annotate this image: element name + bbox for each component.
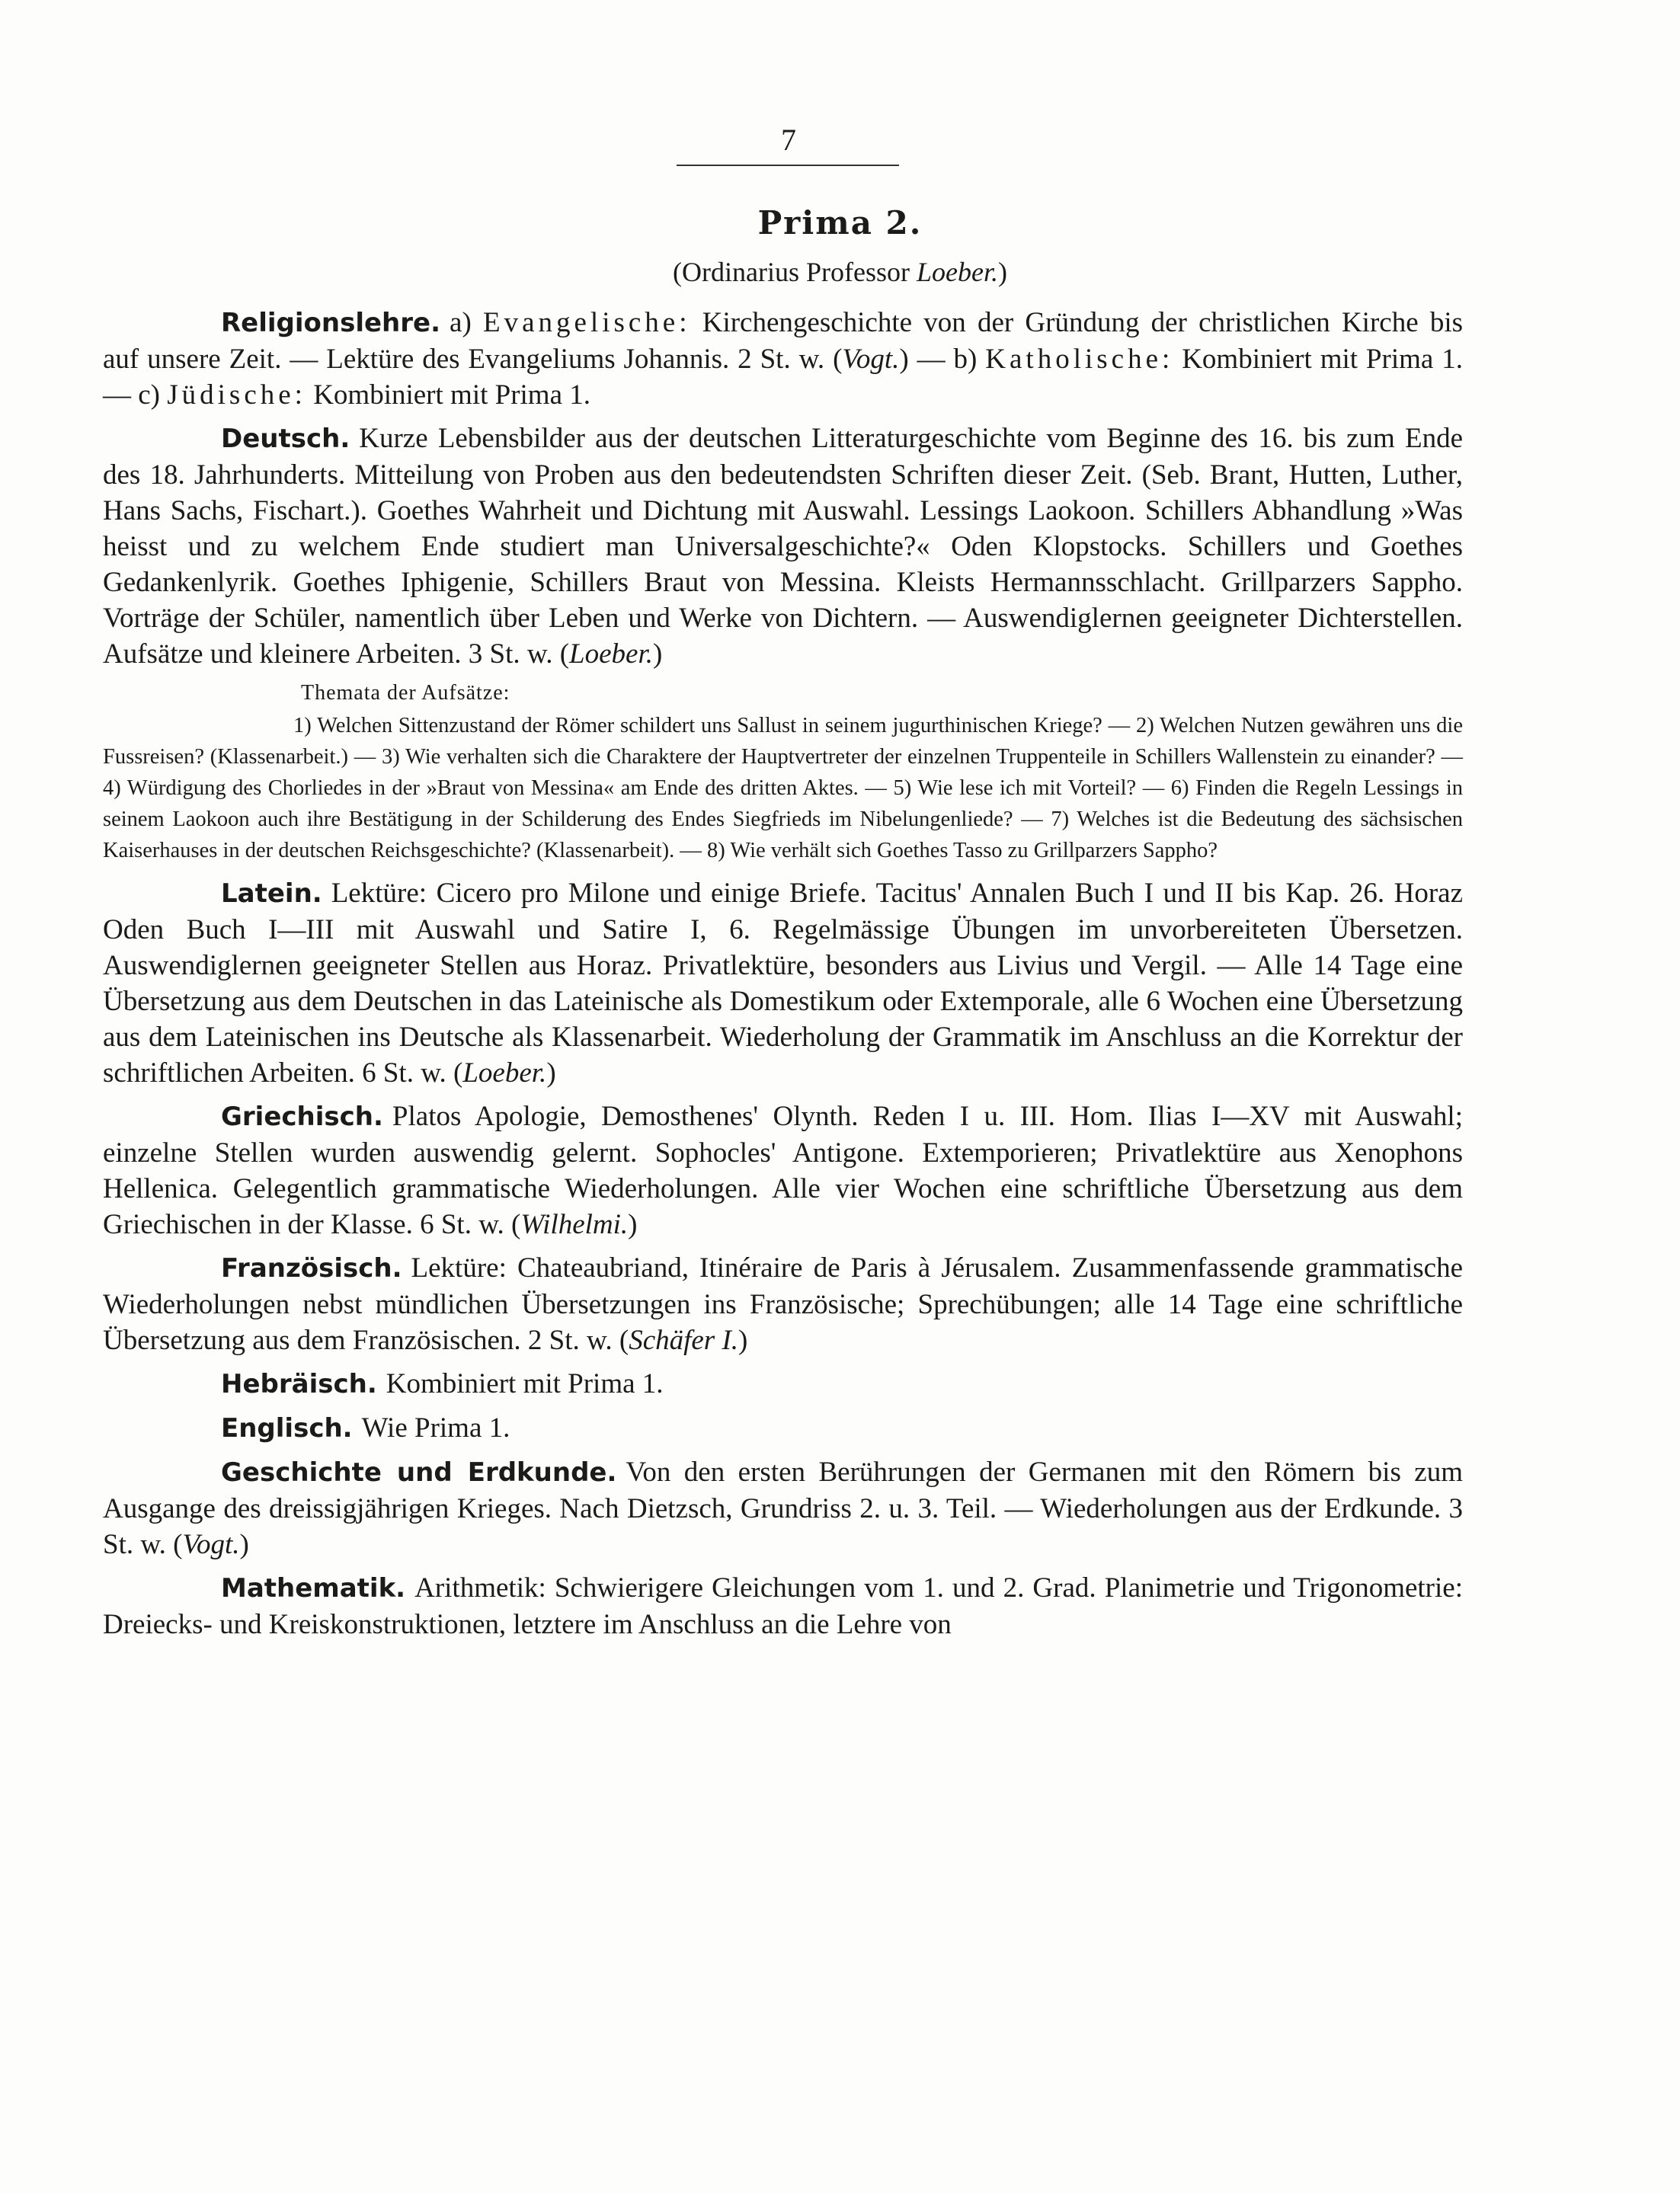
- section-mathematik: [103, 1570, 1463, 1642]
- section-griechisch: [103, 1099, 1463, 1243]
- latein-teacher: Loeber.: [462, 1057, 547, 1089]
- griechisch-text-1: Platos Apologie, Demosthenes' Olynth. Reden I u. III. Hom. Ilias I—XV mit Auswahl; einzelne Stellen wurden auswendig gelernt. Sophocles' Antigone. Extemporieren; Privatlektüre aus Xenophons Hellenica. Gelegentlich grammatische Wiederholungen. Alle vier Wochen eine schriftliche Übersetzung aus dem Griechischen in der Klasse. 6 St. w. (: [103, 1101, 1463, 1240]
- content-body: [103, 305, 1463, 1650]
- heading-latein: Latein.: [221, 878, 322, 909]
- geschichte-text-2: ): [239, 1529, 249, 1560]
- griechisch-text-2: ): [628, 1209, 638, 1240]
- section-geschichte: [103, 1454, 1463, 1562]
- deutsch-text-1: Kurze Lebensbilder aus der deutschen Litteraturgeschichte vom Beginne des 16. bis zum Ende des 18. Jahrhunderts. Mitteilung von Proben aus den bedeutendsten Schriften dieser Zeit. (Seb. Brant, Hutten, Luther, Hans Sachs, Fischart.). Goethes Wahrheit und Dichtung mit Auswahl. Lessings Laokoon. Schillers Abhandlung »Was heisst und zu welchem Ende studiert man Universalgeschichte?« Oden Klopstocks. Schillers und Goethes Gedankenlyrik. Goethes Iphigenie, Schillers Braut von Messina. Kleists Hermannsschlacht. Grillparzers Sappho. Vorträge der Schüler, namentlich über Leben und Werke von Dichtern. — Auswendiglernen geeigneter Dichterstellen. Aufsätze und kleinere Arbeiten. 3 St. w. (: [103, 423, 1463, 670]
- religion-juedisch: Jüdische:: [167, 379, 306, 411]
- heading-griechisch: Griechisch.: [221, 1102, 383, 1132]
- religion-text-5: Kombiniert mit Prima 1.: [306, 379, 591, 411]
- mathematik-text: Arithmetik: Schwierigere Gleichungen vom 1. und 2. Grad. Planimetrie und Trigonometrie: Dreiecks- und Kreiskonstruktionen, letztere im Anschluss an die Lehre von: [103, 1572, 1463, 1640]
- section-hebraeisch: [103, 1366, 1463, 1402]
- franzoesisch-text-1: Lektüre: Chateaubriand, Itinéraire de Paris à Jérusalem. Zusammenfassende grammatische Wiederholungen nebst mündlichen Übersetzungen ins Französische; Sprechübungen; alle 14 Tage eine schriftliche Übersetzung aus dem Französischen. 2 St. w. (: [103, 1252, 1463, 1356]
- class-subtitle: [0, 256, 1680, 288]
- deutsch-teacher: Loeber.: [569, 638, 654, 670]
- heading-mathematik: Mathematik.: [221, 1573, 406, 1604]
- heading-franzoesisch: Französisch.: [221, 1253, 402, 1284]
- section-religionslehre: [103, 305, 1463, 413]
- latein-text-2: ): [546, 1057, 556, 1089]
- heading-religionslehre: Religionslehre.: [221, 308, 441, 338]
- geschichte-teacher: Vogt.: [182, 1529, 240, 1560]
- page-number: 7: [781, 123, 796, 157]
- class-title: Prima 2.: [757, 204, 923, 241]
- heading-hebraeisch: Hebräisch.: [221, 1369, 377, 1399]
- subtitle-suffix: ): [997, 257, 1007, 287]
- religion-text-2: Kirchengeschichte von der Gründung der christlichen Kirche bis auf unsere Zeit. — Lektüre des Evangeliums Johannis. 2 St. w. (: [103, 307, 1464, 375]
- deutsch-text-2: ): [653, 638, 663, 670]
- franzoesisch-teacher: Schäfer I.: [629, 1325, 739, 1356]
- englisch-text: Wie Prima 1.: [361, 1412, 510, 1444]
- heading-englisch: Englisch.: [221, 1413, 353, 1444]
- section-deutsch: [103, 421, 1463, 672]
- subtitle-prefix: (Ordinarius Professor: [673, 257, 917, 287]
- geschichte-text-1: Von den ersten Berührungen der Germanen mit den Römern bis zum Ausgange des dreissigjährigen Krieges. Nach Dietzsch, Grundriss 2. u. 3. Teil. — Wiederholungen aus der Erdkunde. 3 St. w. (: [103, 1457, 1463, 1560]
- religion-teacher: Vogt.: [842, 344, 900, 375]
- religion-text-1: a): [450, 307, 483, 338]
- section-franzoesisch: [103, 1250, 1463, 1358]
- subtitle-teacher: Loeber.: [916, 257, 998, 287]
- religion-evangelisch: Evangelische:: [482, 307, 691, 338]
- latein-text-1: Lektüre: Cicero pro Milone und einige Briefe. Tacitus' Annalen Buch I und II bis Kap. 26. Horaz Oden Buch I—III mit Auswahl und Satire I, 6. Regelmässige Übungen im unvorbereiteten Übersetzen. Auswendiglernen geeigneter Stellen aus Horaz. Privatlektüre, besonders aus Livius und Vergil. — Alle 14 Tage eine Übersetzung aus dem Deutschen in das Lateinische als Domestikum oder Extemporale, alle 6 Wochen eine Übersetzung aus dem Lateinischen ins Deutsche als Klassenarbeit. Wiederholung der Grammatik im Anschluss an die Korrektur der schriftlichen Arbeiten. 6 St. w. (: [103, 878, 1463, 1089]
- hebraeisch-text: Kombiniert mit Prima 1.: [386, 1368, 664, 1399]
- section-englisch: [103, 1410, 1463, 1447]
- franzoesisch-text-2: ): [738, 1325, 748, 1356]
- heading-deutsch: Deutsch.: [221, 424, 350, 454]
- section-latein: [103, 875, 1463, 1091]
- religion-text-4: Kombiniert mit Prima 1. — c): [103, 344, 1463, 411]
- heading-geschichte: Geschichte und Erdkunde.: [221, 1457, 617, 1488]
- themata-title: Themata der Aufsätze:: [301, 681, 510, 705]
- religion-katholisch: Katholische:: [985, 344, 1174, 375]
- religion-text-3: ) — b): [899, 344, 986, 375]
- griechisch-teacher: Wilhelmi.: [520, 1209, 629, 1240]
- page-number-rule: [677, 165, 899, 166]
- themata-list: 1) Welchen Sittenzustand der Römer schildert uns Sallust in seinem jugurthinischen Kriege? — 2) Welchen Nutzen gewähren uns die Fussreisen? (Klassenarbeit.) — 3) Wie verhalten sich die Charaktere der Hauptvertreter der einzelnen Truppenteile in Schillers Wallenstein zu einander? — 4) Würdigung des Chorliedes in der »Braut von Messina« am Ende des dritten Aktes. — 5) Wie lese ich mit Vorteil? — 6) Finden die Regeln Lessings in seinem Laokoon auch ihre Bestätigung in der Schilderung des Endes Siegfrieds im Nibelungenliede? — 7) Welches ist die Bedeutung des sächsischen Kaiserhauses in der deutschen Reichsgeschichte? (Klassenarbeit). — 8) Wie verhält sich Goethes Tasso zu Grillparzers Sappho?: [103, 714, 1463, 862]
